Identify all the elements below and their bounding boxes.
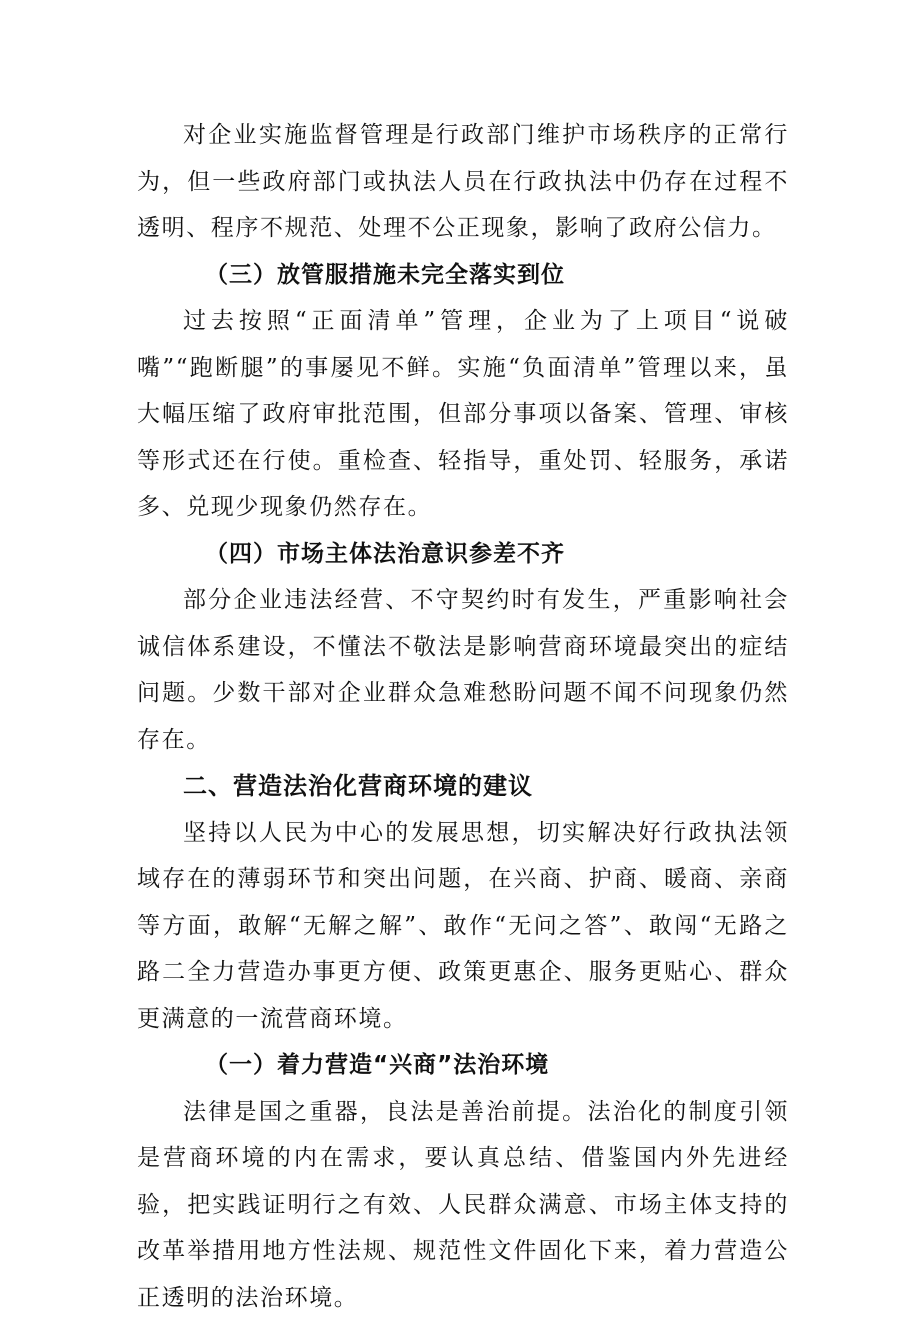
paragraph-rule-of-law: 法律是国之重器，良法是善治前提。法治化的制度引领是营商环境的内在需求，要认真总结、借鉴国内外先进经验，把实践证明行之有效、人民群众满意、市场主体支持的改革举措用地方性法规、规范性文件固化下来，着力营造公正透明的法治环境。	[137, 1089, 789, 1321]
paragraph-people-centered: 坚持以人民为中心的发展思想，切实解决好行政执法领域存在的薄弱环节和突出问题，在兴商、护商、暖商、亲商等方面，敢解“无解之解”、敢作“无问之答”、敢闯“无路之路二全力营造办事更方便、政策更惠企、服务更贴心、群众更满意的一流营商环境。	[137, 810, 789, 1043]
heading-part-2: 二、营造法治化营商环境的建议	[137, 763, 789, 810]
paragraph-list-management: 过去按照“正面清单”管理，企业为了上项目“说破嘴”“跑断腿”的事屡见不鲜。实施“负面清单”管理以来，虽大幅压缩了政府审批范围，但部分事项以备案、管理、审核等形式还在行使。重检查、轻指导，重处罚、轻服务，承诺多、兑现少现象仍然存在。	[137, 298, 789, 531]
paragraph-supervision-issues: 对企业实施监督管理是行政部门维护市场秩序的正常行为，但一些政府部门或执法人员在行政执法中仍存在过程不透明、程序不规范、处理不公正现象，影响了政府公信力。	[137, 112, 789, 252]
paragraph-legal-awareness: 部分企业违法经营、不守契约时有发生，严重影响社会诚信体系建设，不懂法不敬法是影响营商环境最突出的症结问题。少数干部对企业群众急难愁盼问题不闻不问现象仍然存在。	[137, 577, 789, 763]
document-body	[137, 112, 789, 1321]
subheading-section-1: （一）着力营造“兴商”法治环境	[137, 1042, 789, 1089]
subheading-section-4: （四）市场主体法治意识参差不齐	[137, 531, 789, 578]
subheading-section-3: （三）放管服措施未完全落实到位	[137, 252, 789, 299]
